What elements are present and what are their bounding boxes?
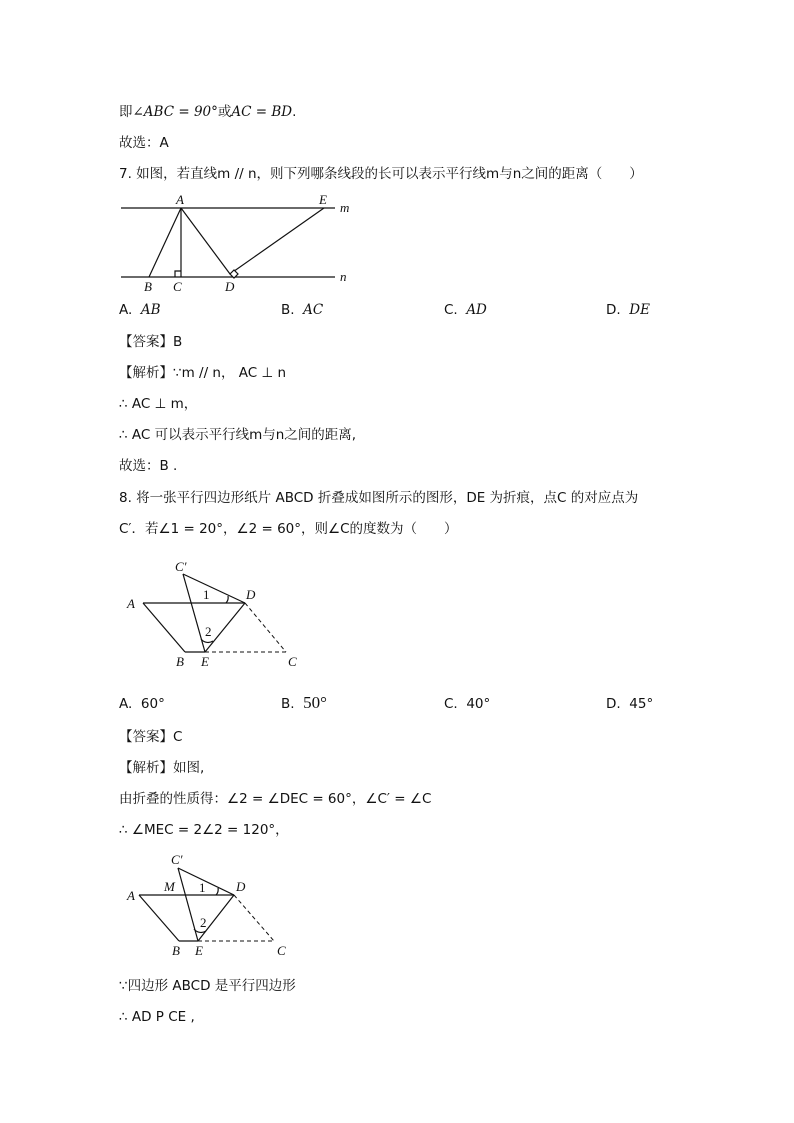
text: 即 xyxy=(119,104,133,120)
text: . xyxy=(292,104,297,120)
q7-answer: 【答案】B xyxy=(119,334,183,350)
text: 或 xyxy=(217,104,232,120)
label-A: A xyxy=(127,596,135,611)
q8-analysis: 【解析】如图, xyxy=(119,760,205,776)
label-E: E xyxy=(195,943,203,958)
question-8-line-2: C′．若∠1 = 20°，∠2 = 60°，则∠C的度数为（ ） xyxy=(119,521,458,537)
math: AC = BD xyxy=(231,104,293,120)
option-d: D. DE xyxy=(606,302,650,318)
label-A: A xyxy=(127,888,135,903)
label-B: B xyxy=(144,279,152,294)
q7-analysis: 【解析】∵m // n， AC ⊥ n xyxy=(119,365,287,381)
q8-step-2: ∴ ∠MEC = 2∠2 = 120°， xyxy=(119,822,289,838)
label-angle-1: 1 xyxy=(203,587,210,602)
label-A: A xyxy=(176,192,184,207)
label-c-prime: C′ xyxy=(171,852,183,867)
label-E: E xyxy=(319,192,327,207)
label-angle-1: 1 xyxy=(199,880,206,895)
label-D: D xyxy=(236,879,246,894)
q7-step-2: ∴ AC 可以表示平行线m与n之间的距离, xyxy=(119,427,357,443)
label-C: C xyxy=(288,654,297,669)
label-E: E xyxy=(201,654,209,669)
option-b: B. 50° xyxy=(281,693,327,712)
label-angle-2: 2 xyxy=(205,624,212,639)
option-c: C. 40° xyxy=(444,696,491,712)
q7-step-3: 故选：B . xyxy=(119,458,178,474)
option-a: A. AB xyxy=(119,302,161,318)
label-D: D xyxy=(225,279,235,294)
label-c-prime: C′ xyxy=(175,559,187,574)
label-m: m xyxy=(340,200,350,215)
q8-step-1: 由折叠的性质得：∠2 = ∠DEC = 60°，∠C′ = ∠C xyxy=(119,791,432,807)
q8-answer: 【答案】C xyxy=(119,729,183,745)
answer-choice-line: 故选：A xyxy=(119,135,169,151)
label-C: C xyxy=(173,279,182,294)
question-8-line-1: 8. 将一张平行四边形纸片 ABCD 折叠成如图所示的图形，DE 为折痕，点C 的对应点为 xyxy=(119,490,639,506)
label-B: B xyxy=(176,654,184,669)
q8-step-3: ∵四边形 ABCD 是平行四边形 xyxy=(119,978,296,994)
label-B: B xyxy=(172,943,180,958)
label-D: D xyxy=(246,587,256,602)
option-d: D. 45° xyxy=(606,696,654,712)
option-b: B. AC xyxy=(281,302,324,318)
option-c: C. AD xyxy=(444,302,487,318)
label-M: M xyxy=(164,879,175,894)
q8-step-4: ∴ AD P CE , xyxy=(119,1009,195,1025)
label-n: n xyxy=(340,269,347,284)
option-a: A. 60° xyxy=(119,696,165,712)
question-7: 7. 如图，若直线m // n，则下列哪条线段的长可以表示平行线m与n之间的距离（ ） xyxy=(119,166,643,182)
label-C: C xyxy=(277,943,286,958)
label-angle-2: 2 xyxy=(200,915,207,930)
q7-step-1: ∴ AC ⊥ m， xyxy=(119,396,198,412)
math: ∠ABC = 90° xyxy=(132,104,218,120)
